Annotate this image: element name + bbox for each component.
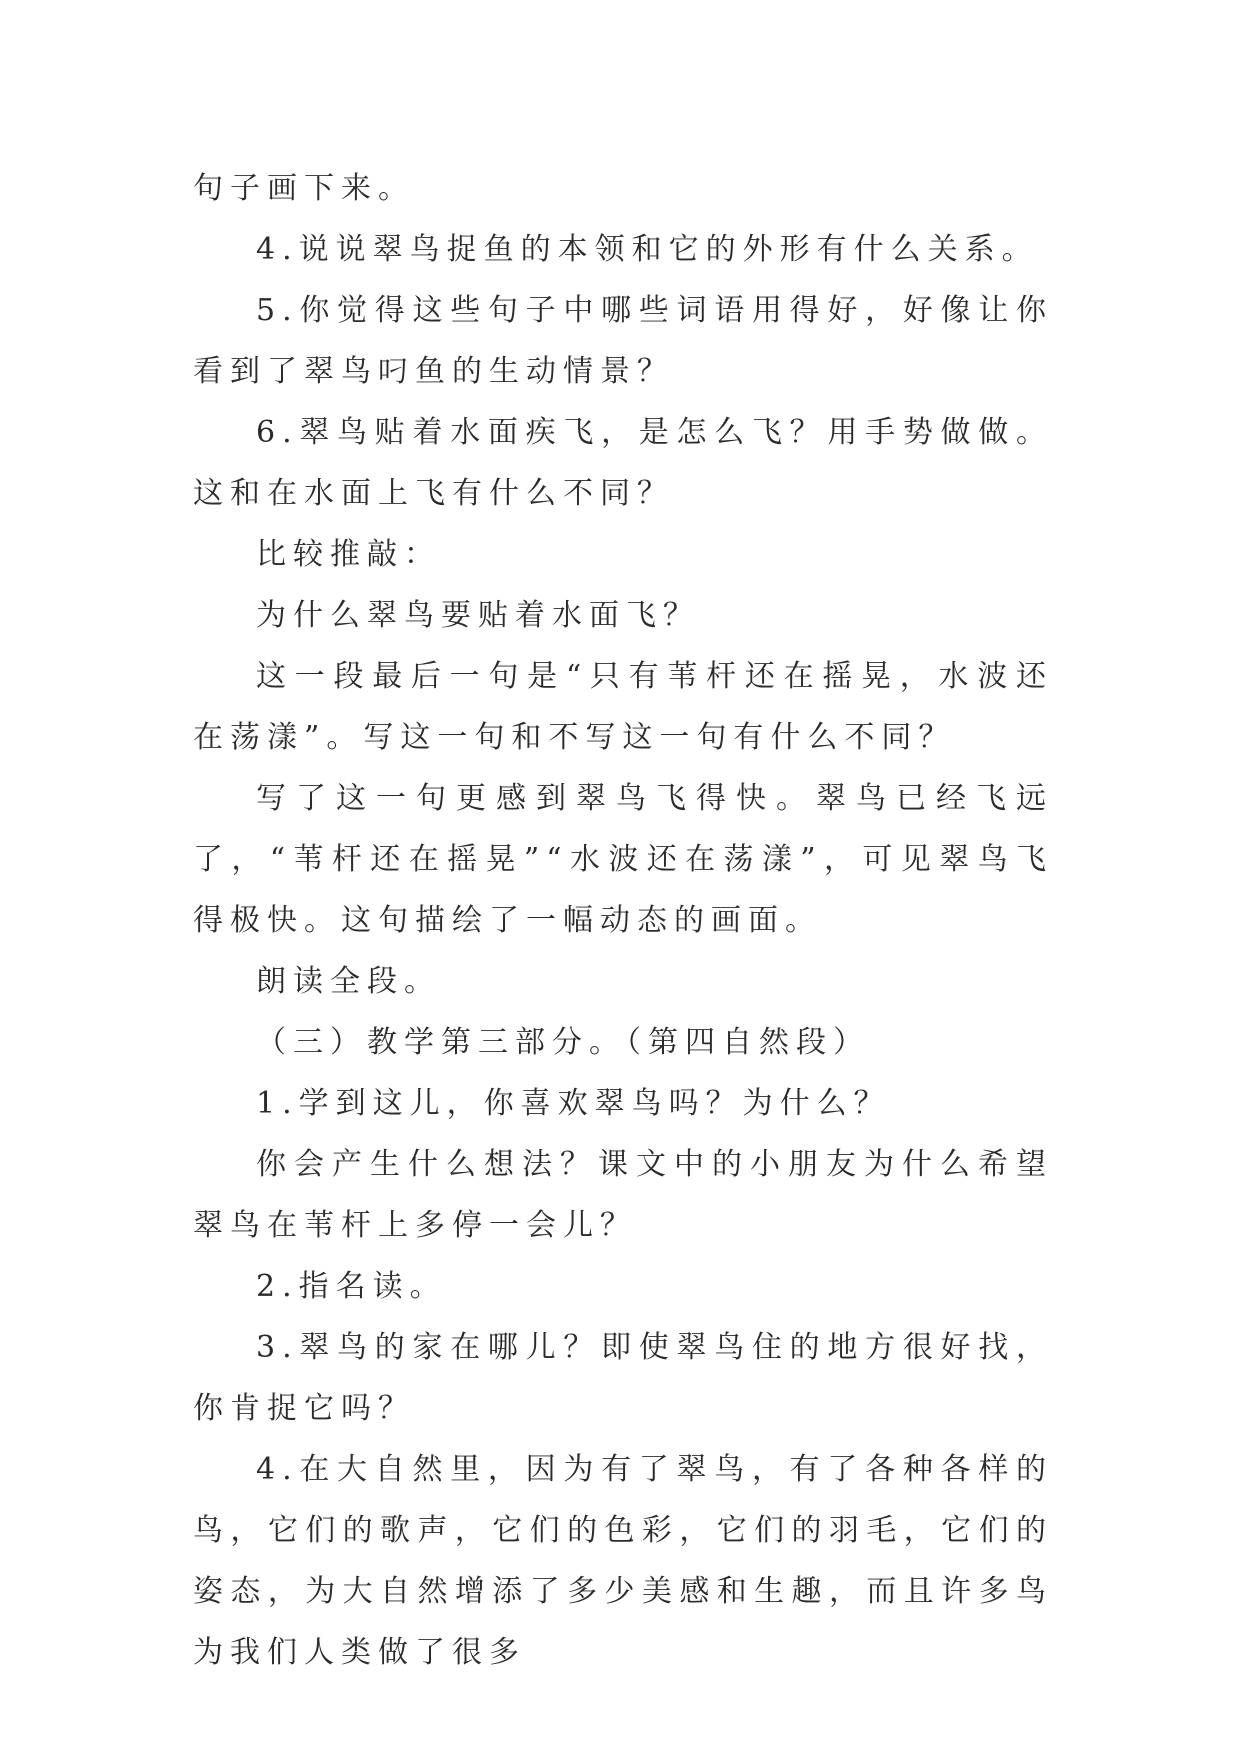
paragraph: 你会产生什么想法？课文中的小朋友为什么希望翠鸟在苇杆上多停一会儿？ (193, 1147, 1053, 1243)
paragraph: 写了这一句更感到翠鸟飞得快。翠鸟已经飞远了，“苇杆还在摇晃”“水波还在荡漾”，可见翠鸟飞得极快。这句描绘了一幅动态的画面。 (193, 781, 1053, 938)
paragraph: 1.学到这儿，你喜欢翠鸟吗？为什么？ (256, 1086, 891, 1121)
paragraph: 6.翠鸟贴着水面疾飞，是怎么飞？用手势做做。这和在水面上飞有什么不同？ (193, 415, 1053, 511)
paragraph: 2.指名读。 (256, 1269, 447, 1304)
paragraph: 4.说说翠鸟捉鱼的本领和它的外形有什么关系。 (256, 232, 1039, 267)
paragraph: 5.你觉得这些句子中哪些词语用得好，好像让你看到了翠鸟叼鱼的生动情景？ (193, 293, 1053, 389)
paragraph: 句子画下来。 (193, 171, 415, 206)
paragraph: 这一段最后一句是“只有苇杆还在摇晃，水波还在荡漾”。写这一句和不写这一句有什么不同？ (193, 659, 1053, 755)
paragraph: 为什么翠鸟要贴着水面飞？ (256, 598, 700, 633)
paragraph: 3.翠鸟的家在哪儿？即使翠鸟住的地方很好找，你肯捉它吗？ (193, 1330, 1053, 1426)
paragraph: （三）教学第三部分。（第四自然段） (256, 1025, 870, 1060)
paragraph: 4.在大自然里，因为有了翠鸟，有了各种各样的鸟，它们的歌声，它们的色彩，它们的羽毛，它们的姿态，为大自然增添了多少美感和生趣，而且许多鸟为我们人类做了很多 (193, 1452, 1053, 1670)
body-text (193, 158, 1053, 1683)
paragraph: 朗读全段。 (256, 964, 441, 999)
paragraph: 比较推敲： (256, 537, 441, 572)
